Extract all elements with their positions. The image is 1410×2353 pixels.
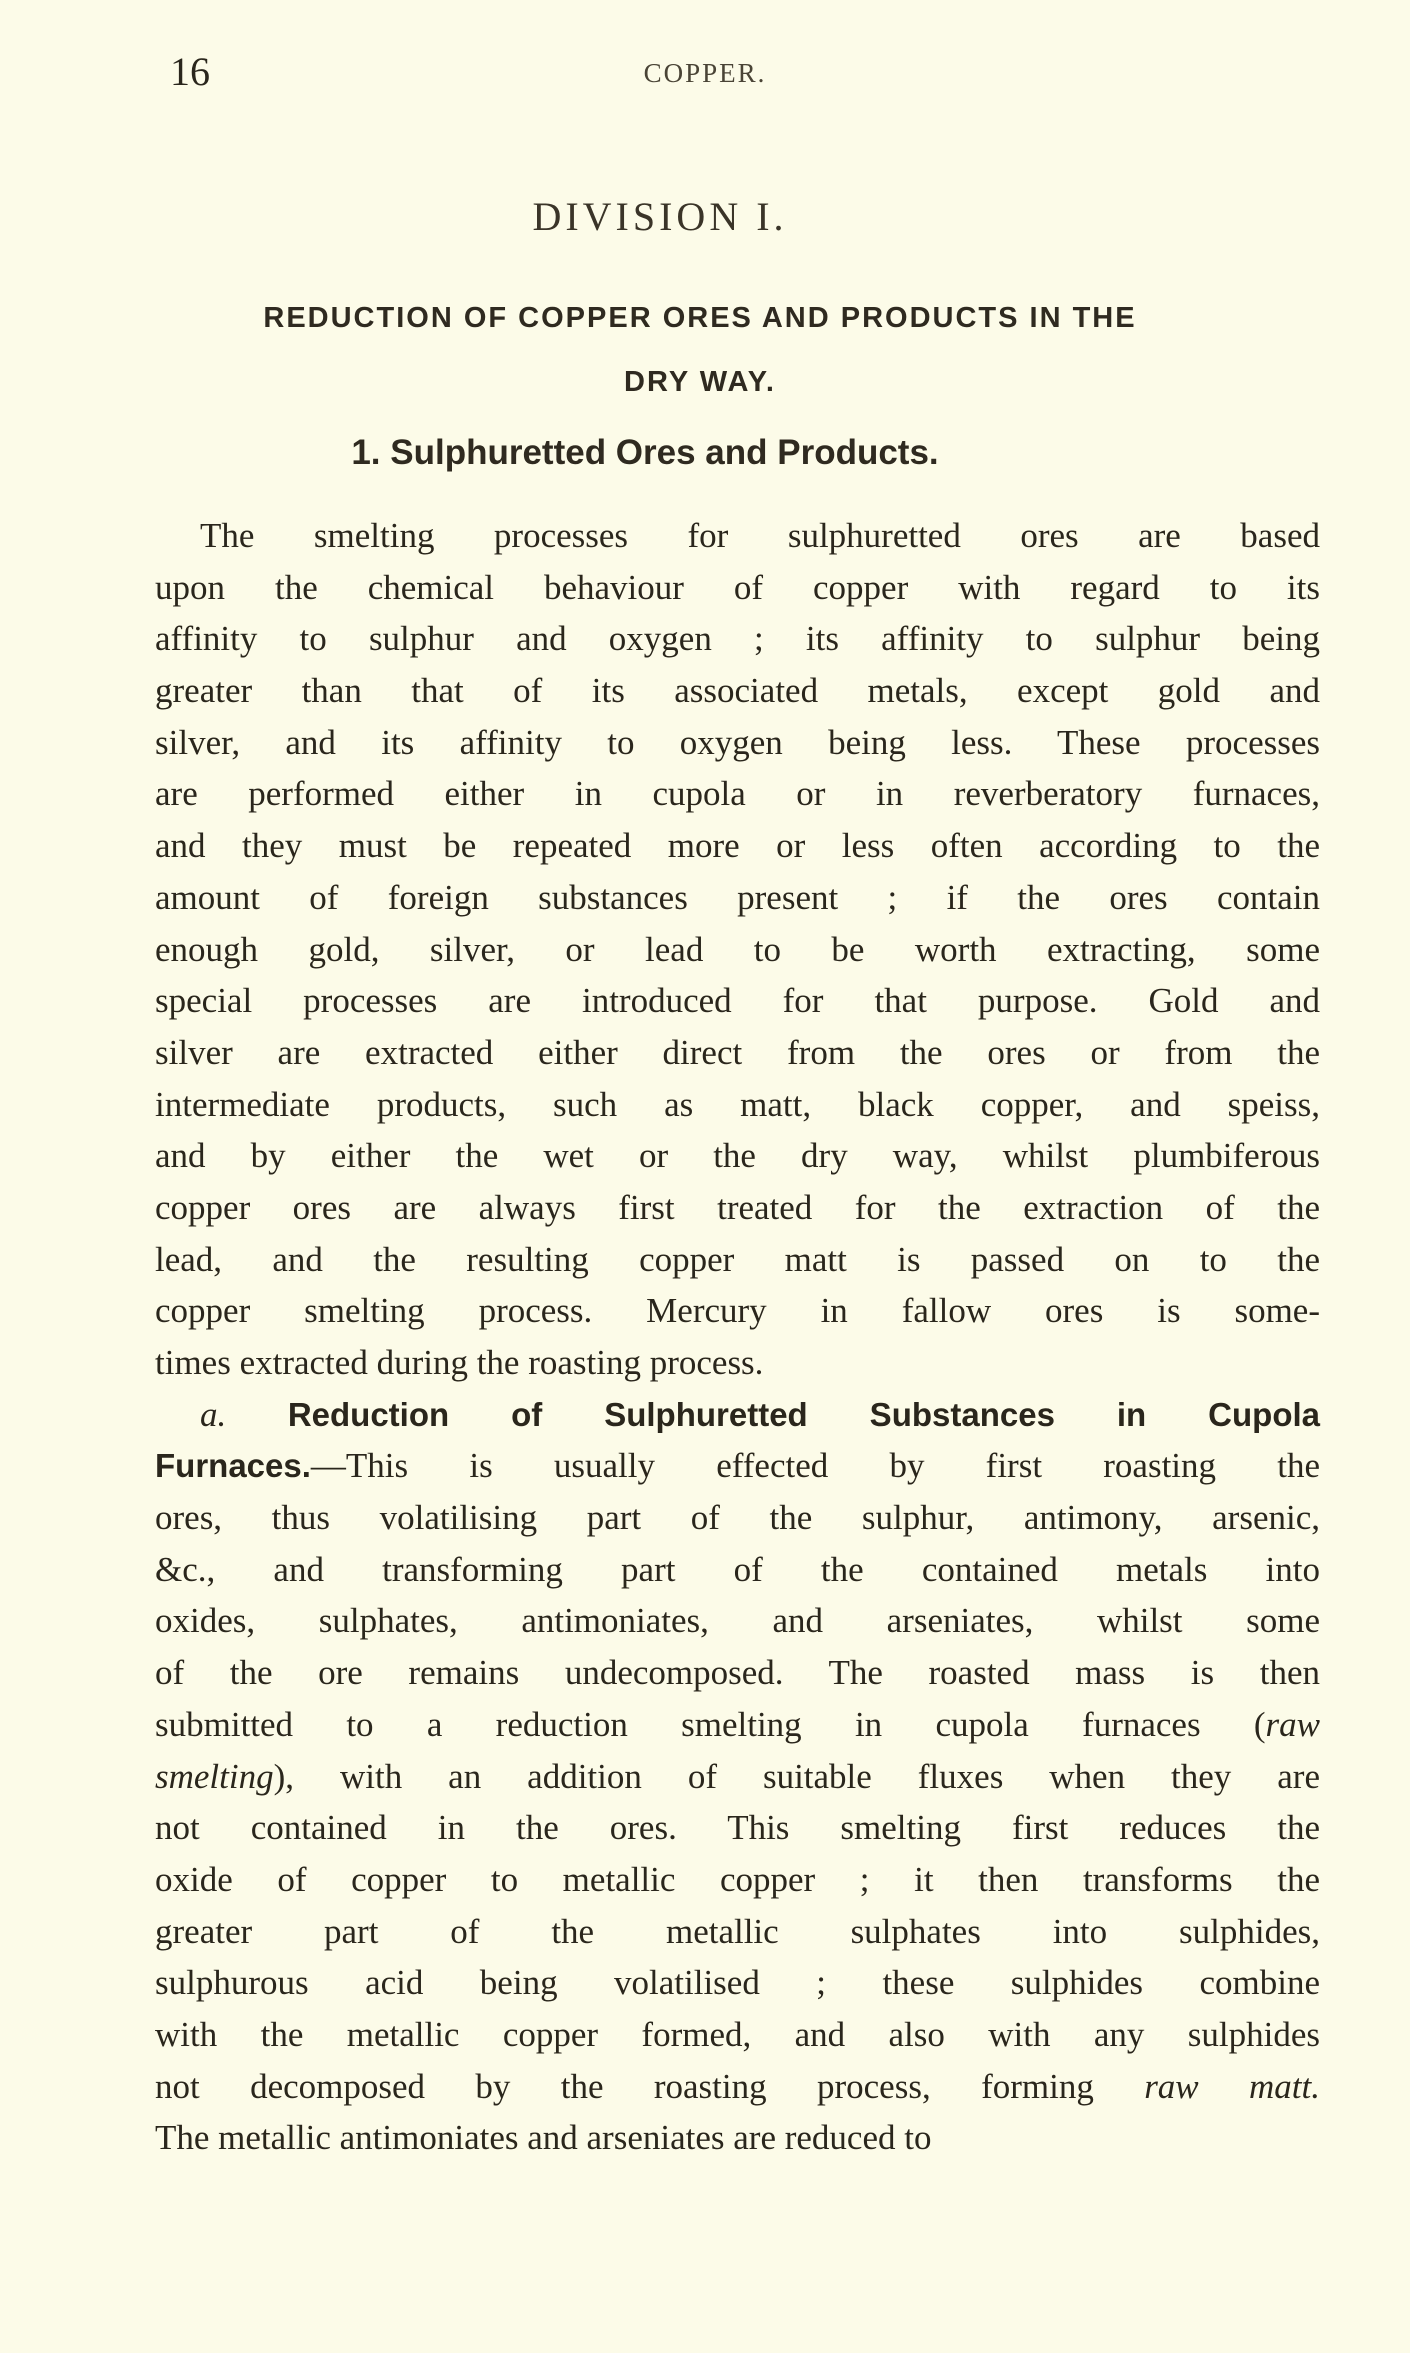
running-title: COPPER. — [643, 58, 767, 88]
text-run: not contained in the ores. This smelting first reduces the — [155, 1808, 1320, 1848]
text-line — [155, 1699, 1320, 1751]
text-line — [155, 2009, 1320, 2061]
run-in-heading: Furnaces. — [155, 1447, 311, 1485]
text-line — [155, 1595, 1320, 1647]
text-line — [155, 1130, 1320, 1182]
text-run: lead, and the resulting copper matt is passed on to the — [155, 1239, 1320, 1279]
text-line — [155, 975, 1320, 1027]
page-number: 16 — [170, 49, 210, 94]
text-run: silver are extracted either direct from the ores or from the — [155, 1032, 1320, 1072]
text-run: upon the chemical behaviour of copper with regard to its — [155, 567, 1320, 607]
text-run: affinity to sulphur and oxygen ; its affinity to sulphur being — [155, 619, 1320, 659]
text-line — [155, 1854, 1320, 1906]
text-line — [155, 1647, 1320, 1699]
italic-text: raw matt. — [1144, 2066, 1320, 2106]
text-line — [155, 768, 1320, 820]
text-line — [155, 1234, 1320, 1286]
text-run: amount of foreign substances present ; if the ores contain — [155, 877, 1320, 917]
text-run: copper ores are always first treated for the extraction of the — [155, 1187, 1320, 1227]
chapter-heading-line-1: REDUCTION OF COPPER ORES AND PRODUCTS IN THE — [263, 302, 1137, 334]
text-line — [155, 613, 1320, 665]
text-run: and they must be repeated more or less often according to the — [155, 826, 1320, 866]
division-title: DIVISION I. — [532, 194, 788, 239]
text-line — [155, 1492, 1320, 1544]
text-run: —This is usually effected by first roasting the — [310, 1446, 1320, 1486]
text-line — [155, 510, 1320, 562]
text-run: oxides, sulphates, antimoniates, and arseniates, whilst some — [155, 1601, 1320, 1641]
text-line — [155, 1337, 1320, 1389]
text-run: and by either the wet or the dry way, whilst plumbiferous — [155, 1136, 1320, 1176]
text-line — [155, 1285, 1320, 1337]
text-line — [155, 1906, 1320, 1958]
text-run: The metallic antimoniates and arseniates are reduced to — [155, 2118, 932, 2158]
text-line — [155, 1802, 1320, 1854]
text-run: silver, and its affinity to oxygen being less. These processes — [155, 722, 1320, 762]
section-title: 1. Sulphuretted Ores and Products. — [351, 433, 939, 472]
text-run: greater than that of its associated metals, except gold and — [155, 671, 1320, 711]
text-line — [155, 717, 1320, 769]
text-run: sulphurous acid being volatilised ; these sulphides combine — [155, 1963, 1320, 2003]
text-run: &c., and transforming part of the contained metals into — [155, 1549, 1320, 1589]
text-run: with the metallic copper formed, and also with any sulphides — [155, 2014, 1320, 2054]
text-run: greater part of the metallic sulphates into sulphides, — [155, 1911, 1320, 1951]
text-line — [155, 665, 1320, 717]
text-run: special processes are introduced for that purpose. Gold and — [155, 981, 1320, 1021]
italic-text: a. — [200, 1394, 288, 1434]
italic-text: smelting — [155, 1756, 274, 1796]
italic-text: raw — [1265, 1704, 1320, 1744]
text-run: ), with an addition of suitable fluxes when they are — [273, 1756, 1320, 1796]
text-line — [155, 2061, 1320, 2113]
text-run: are performed either in cupola or in reverberatory furnaces, — [155, 774, 1320, 814]
text-run: ores, thus volatilising part of the sulphur, antimony, arsenic, — [155, 1498, 1320, 1538]
text-run: The smelting processes for sulphuretted ores are based — [200, 516, 1320, 555]
text-line — [155, 1751, 1320, 1803]
text-run: copper smelting process. Mercury in fallow ores is some- — [155, 1291, 1320, 1331]
text-line — [155, 2112, 1320, 2164]
text-run: enough gold, silver, or lead to be worth extracting, some — [155, 929, 1320, 969]
text-line — [155, 562, 1320, 614]
text-line — [155, 1027, 1320, 1079]
chapter-heading-line-2: DRY WAY. — [624, 366, 776, 398]
text-line — [155, 1182, 1320, 1234]
text-line — [155, 1440, 1320, 1492]
text-line — [155, 1957, 1320, 2009]
text-run: oxide of copper to metallic copper ; it then transforms the — [155, 1859, 1320, 1899]
text-run: intermediate products, such as matt, black copper, and speiss, — [155, 1084, 1320, 1124]
paragraph — [155, 510, 1320, 1389]
text-run: of the ore remains undecomposed. The roasted mass is then — [155, 1653, 1320, 1693]
body-text — [155, 510, 1320, 2164]
text-run: not decomposed by the roasting process, forming — [155, 2066, 1145, 2106]
text-line — [155, 1544, 1320, 1596]
text-line — [155, 1079, 1320, 1131]
text-line — [155, 924, 1320, 976]
run-in-heading: Reduction of Sulphuretted Substances in Cupola — [287, 1395, 1321, 1433]
text-line — [155, 1389, 1320, 1441]
text-run: times extracted during the roasting process. — [155, 1343, 764, 1382]
text-run: submitted to a reduction smelting in cupola furnaces ( — [155, 1704, 1266, 1744]
text-line — [155, 872, 1320, 924]
paragraph — [155, 1389, 1320, 2164]
text-line — [155, 820, 1320, 872]
